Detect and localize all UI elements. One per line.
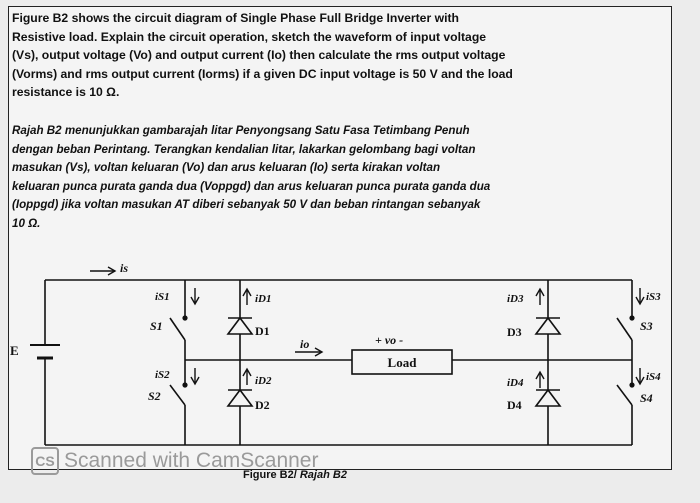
diode-label-4: D4	[507, 398, 522, 412]
question-en-line: (Vs), output voltage (Vo) and output current (Io) then calculate the rms output voltage	[12, 48, 506, 62]
question-en-line: Resistive load. Explain the circuit operation, sketch the waveform of input voltage	[12, 29, 487, 44]
camscanner-watermark	[31, 447, 318, 475]
diode-current-label-3: iD3	[507, 293, 524, 305]
diode-current-label-1: iD1	[255, 293, 272, 305]
question-my-line: (Ioppgd) jika voltan masukan AT diberi sebanyak 50 V dan beban rintangan sebanyak	[12, 198, 481, 212]
switch-label-1: S1	[150, 319, 163, 333]
load-label: Load	[387, 355, 417, 370]
caption-english: Figure B2/	[243, 469, 297, 481]
source-label: E	[10, 343, 19, 358]
switch-current-label-2: iS2	[155, 369, 170, 381]
switch-current-label-3: iS3	[646, 291, 661, 303]
question-my-line: 10 Ω.	[12, 216, 41, 230]
caption-malay: Rajah B2	[299, 469, 347, 481]
camscanner-logo-icon: CS	[31, 447, 59, 475]
question-my-line: masukan (Vs), voltan keluaran (Vo) dan arus keluaran (Io) serta kirakan voltan	[12, 161, 441, 175]
question-en-line: Figure B2 shows the circuit diagram of Single Phase Full Bridge Inverter with	[12, 11, 459, 25]
switch-current-label-1: iS1	[155, 291, 170, 303]
switch-current-label-4: iS4	[646, 371, 661, 383]
question-my-line: dengan beban Perintang. Terangkan kendalian litar, lakarkan gelombang bagi voltan	[12, 142, 476, 156]
question-en-line: resistance is 10 Ω.	[12, 85, 120, 99]
switch-label-4: S4	[640, 391, 653, 405]
question-en-line: (Vorms) and rms output current (Iorms) if a given DC input voltage is 50 V and the load	[12, 66, 513, 81]
diode-current-label-2: iD2	[255, 375, 272, 387]
question-my-line: Rajah B2 menunjukkan gambarajah litar Penyongsang Satu Fasa Tetimbang Penuh	[12, 124, 470, 137]
output-voltage-label: + vo -	[375, 333, 404, 347]
diode-label-2: D2	[255, 398, 270, 412]
watermark-text: Scanned with CamScanner	[64, 449, 319, 472]
input-current-label: is	[120, 261, 129, 275]
switch-label-2: S2	[148, 389, 161, 403]
dc-source-symbol	[30, 345, 60, 358]
circuit-wires	[45, 280, 632, 445]
switch-label-3: S3	[640, 319, 653, 333]
diode-current-label-4: iD4	[507, 377, 524, 389]
diode-label-3: D3	[507, 325, 522, 339]
question-my-line: keluaran punca purata ganda dua (Voppgd) dan arus keluaran punca purata ganda dua	[12, 179, 491, 193]
diode-label-1: D1	[255, 324, 270, 338]
output-current-label: io	[300, 337, 310, 351]
